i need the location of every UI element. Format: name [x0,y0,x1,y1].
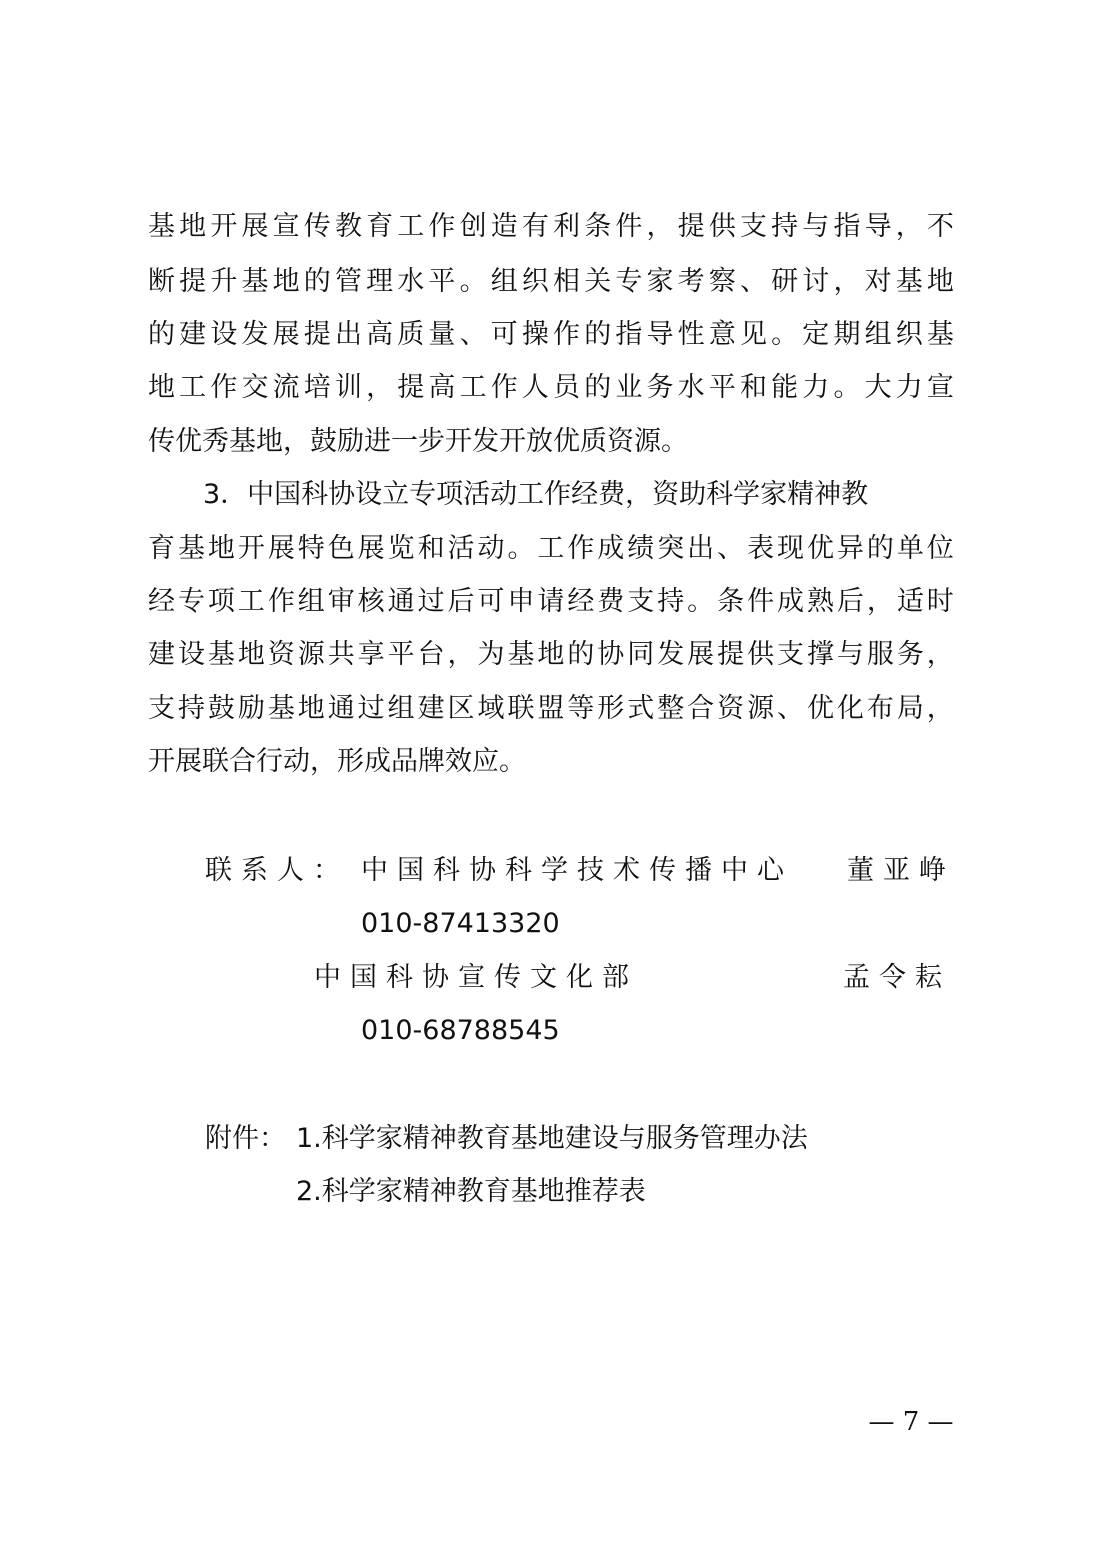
text-char: 基 [507,639,535,670]
text-char: 活 [447,533,475,564]
text-char: 地 [537,639,565,670]
text-char: 为 [477,639,505,670]
text-char: 。 [687,586,715,617]
text-char: 专 [177,586,205,617]
text-char: 和 [417,533,445,564]
text-char: 局 [896,693,924,724]
attachment-item-1: 1.科学家精神教育基地建设与服务管理办法 [296,1123,808,1154]
text-char: 持 [657,586,685,617]
text-char: 时 [926,586,954,617]
text-char: 台 [417,639,445,670]
text-char: 等 [567,693,595,724]
text-char: 与 [836,639,864,670]
paragraph-line [148,584,954,620]
text-char: 支 [627,586,655,617]
text-char: 造 [490,211,518,242]
text-char: 协 [597,639,625,670]
text-char: 意 [708,319,736,350]
text-char: 地 [179,211,207,242]
text-char: 组 [864,319,892,350]
text-char: 的 [584,372,612,403]
text-char: ， [447,639,475,670]
text-char: 突 [657,533,685,564]
attachment-item-2: 2.科学家精神教育基地推荐表 [296,1176,646,1207]
paragraph-line [148,264,954,300]
text-char: 基 [207,639,235,670]
text-char: 地 [207,533,235,564]
text-char: ， [833,266,861,297]
text-char: 共 [327,639,355,670]
text-char: 色 [327,533,355,564]
text-char: 区 [447,693,475,724]
paragraph-line [148,691,954,727]
text-char: 织 [521,266,549,297]
text-char: 支 [739,211,767,242]
contact-org-1: 中国科协科学技术传播中心 [361,855,793,886]
text-char: 作 [428,211,456,242]
text-char: 表 [747,533,775,564]
text-char: 供 [708,211,736,242]
text-char: 务 [896,639,924,670]
text-char: 提 [303,319,331,350]
text-char: 提 [397,372,425,403]
text-char: 建 [148,639,175,670]
text-char: 性 [677,319,705,350]
text-char: 相 [553,266,581,297]
text-char: 展 [241,211,269,242]
text-char: 导 [646,319,674,350]
text-char: 流 [272,372,300,403]
text-char: 动 [477,533,505,564]
text-char: 请 [537,586,565,617]
text-char: 合 [687,693,715,724]
text-char: 定 [802,319,830,350]
text-char: 核 [357,586,385,617]
text-char: 设 [177,639,205,670]
text-char: 力 [802,372,830,403]
text-char: 持 [771,211,799,242]
text-char: 提 [677,211,705,242]
text-char: 宣 [272,211,300,242]
text-char: 特 [297,533,325,564]
text-char: 理 [366,266,394,297]
text-char: 展 [687,639,715,670]
text-char: 设 [210,319,238,350]
text-char: 域 [477,693,505,724]
text-char: 条 [717,586,745,617]
text-char: 工 [397,211,425,242]
text-char: 、 [717,533,745,564]
text-char: 织 [895,319,923,350]
text-char: 力 [895,372,923,403]
contact-phone-2: 010-68788545 [361,1015,560,1046]
text-char: 能 [771,372,799,403]
text-char: 关 [584,266,612,297]
text-char: 的 [148,319,175,350]
text-char: 教 [334,211,362,242]
text-char: 讨 [802,266,830,297]
text-char: 提 [717,639,745,670]
text-char: 和 [739,372,767,403]
text-char: 的 [303,266,331,297]
text-char: 件 [747,586,775,617]
text-char: 育 [148,533,175,564]
paragraph-line [148,531,954,567]
text-char: 基 [148,211,175,242]
text-char: 出 [687,533,715,564]
text-char: 组 [387,693,415,724]
text-char: 建 [417,693,445,724]
text-char: 培 [303,372,331,403]
text-char: 断 [148,266,175,297]
text-char: 的 [567,639,595,670]
text-char: 质 [397,319,425,350]
text-char: 可 [490,319,518,350]
contact-person-1: 董亚峥 [847,855,955,886]
text-char: 员 [553,372,581,403]
text-char: ， [926,693,954,724]
text-char: 作 [567,533,595,564]
text-char: 励 [237,693,265,724]
text-char: 训 [334,372,362,403]
text-char: 经 [567,586,595,617]
text-char: 源 [747,693,775,724]
text-char: ， [646,211,674,242]
text-char: 资 [267,639,295,670]
text-char: 供 [747,639,775,670]
text-char: 。 [771,319,799,350]
text-char: 的 [584,319,612,350]
paragraph-line: 传优秀基地，鼓励进一步开发开放优质资源。 [148,426,688,457]
text-char: 优 [806,693,834,724]
text-char: 整 [657,693,685,724]
text-char: 单 [896,533,924,564]
text-char: 通 [327,693,355,724]
text-char: 作 [210,372,238,403]
text-char: 形 [597,693,625,724]
text-char: 位 [926,533,954,564]
text-char: 展 [272,319,300,350]
text-char: 家 [646,266,674,297]
paragraph-line [148,209,954,245]
text-char: 不 [926,211,954,242]
text-char: 享 [357,639,385,670]
text-char: 、 [459,319,487,350]
text-char: 展 [357,533,385,564]
text-char: 指 [615,319,643,350]
text-char: 创 [459,211,487,242]
text-char: 的 [866,533,894,564]
text-char: 优 [806,533,834,564]
text-char: 成 [777,586,805,617]
text-char: 过 [357,693,385,724]
text-char: 工 [459,372,487,403]
text-char: 人 [521,372,549,403]
text-char: 基 [895,266,923,297]
text-char: 开 [237,533,265,564]
text-char: 地 [148,372,175,403]
attachments-label: 附件： [205,1123,286,1154]
text-char: 出 [334,319,362,350]
text-char: 对 [864,266,892,297]
text-char: 业 [615,372,643,403]
text-char: 工 [179,372,207,403]
text-char: 察 [708,266,736,297]
text-char: 经 [148,586,175,617]
text-char: 指 [833,211,861,242]
text-char: 宣 [926,372,954,403]
text-char: 熟 [806,586,834,617]
text-char: 见 [739,319,767,350]
text-char: 项 [207,586,235,617]
text-char: 考 [677,266,705,297]
text-char: 后 [447,586,475,617]
text-char: 升 [210,266,238,297]
text-char: 地 [297,693,325,724]
text-char: 地 [926,266,954,297]
text-char: 大 [864,372,892,403]
contact-phone-1: 010-87413320 [361,908,560,939]
text-char: 高 [366,319,394,350]
text-char: 务 [646,372,674,403]
text-char: 。 [507,533,535,564]
text-char: 条 [584,211,612,242]
paragraph-line [148,370,954,406]
text-char: 同 [627,639,655,670]
page-number: — 7 — [868,1407,954,1437]
text-char: 联 [507,693,535,724]
paragraph-line: 3．中国科协设立专项活动工作经费，资助科学家精神教 [203,479,869,510]
text-char: 研 [771,266,799,297]
text-char: 异 [836,533,864,564]
text-char: 作 [267,586,295,617]
text-char: 鼓 [207,693,235,724]
text-char: ， [366,372,394,403]
text-char: 可 [477,586,505,617]
text-char: 作 [553,319,581,350]
text-char: 管 [334,266,362,297]
contact-label: 联系人： [205,855,349,886]
text-char: 发 [657,639,685,670]
text-char: 平 [428,266,456,297]
text-char: 传 [303,211,331,242]
text-char: 平 [387,639,415,670]
text-char: 导 [864,211,892,242]
text-char: 水 [677,372,705,403]
text-char: 现 [777,533,805,564]
text-char: 平 [708,372,736,403]
text-char: 开 [210,211,238,242]
text-char: 有 [521,211,549,242]
text-char: 、 [777,693,805,724]
text-char: 资 [717,693,745,724]
paragraph-line [148,317,954,353]
text-char: 基 [926,319,954,350]
contact-org-2: 中国科协宣传文化部 [314,962,638,993]
text-char: 撑 [806,639,834,670]
text-char: 工 [537,533,565,564]
text-char: 工 [237,586,265,617]
text-char: ， [866,586,894,617]
text-char: 组 [490,266,518,297]
text-char: 过 [417,586,445,617]
text-char: 高 [428,372,456,403]
text-char: 水 [397,266,425,297]
text-char: 量 [428,319,456,350]
text-char: 专 [615,266,643,297]
text-char: 提 [179,266,207,297]
text-char: 审 [327,586,355,617]
text-char: ， [926,639,954,670]
text-char: 操 [521,319,549,350]
text-char: 适 [896,586,924,617]
text-char: 展 [267,533,295,564]
text-char: 期 [833,319,861,350]
text-char: 发 [241,319,269,350]
text-char: 与 [802,211,830,242]
text-char: 支 [148,693,175,724]
contact-person-2: 孟令耘 [843,962,951,993]
text-char: 、 [739,266,767,297]
text-char: 通 [387,586,415,617]
text-char: 费 [597,586,625,617]
text-char: 交 [241,372,269,403]
text-char: 布 [866,693,894,724]
text-char: 成 [597,533,625,564]
text-char: 育 [366,211,394,242]
paragraph-line [148,637,954,673]
text-char: 化 [836,693,864,724]
text-char: 持 [177,693,205,724]
text-char: 地 [237,639,265,670]
text-char: 作 [490,372,518,403]
text-char: 后 [836,586,864,617]
text-char: 基 [267,693,295,724]
text-char: 源 [297,639,325,670]
text-char: 览 [387,533,415,564]
text-char: 建 [179,319,207,350]
text-char: 服 [866,639,894,670]
text-char: 地 [272,266,300,297]
text-char: 绩 [627,533,655,564]
text-char: 式 [627,693,655,724]
text-char: 件 [615,211,643,242]
text-char: 。 [459,266,487,297]
text-char: 申 [507,586,535,617]
text-char: 支 [777,639,805,670]
text-char: 盟 [537,693,565,724]
text-char: 组 [297,586,325,617]
text-char: 利 [553,211,581,242]
paragraph-line: 开展联合行动，形成品牌效应。 [148,746,526,777]
text-char: ， [895,211,923,242]
text-char: 。 [833,372,861,403]
text-char: 基 [177,533,205,564]
text-char: 基 [241,266,269,297]
